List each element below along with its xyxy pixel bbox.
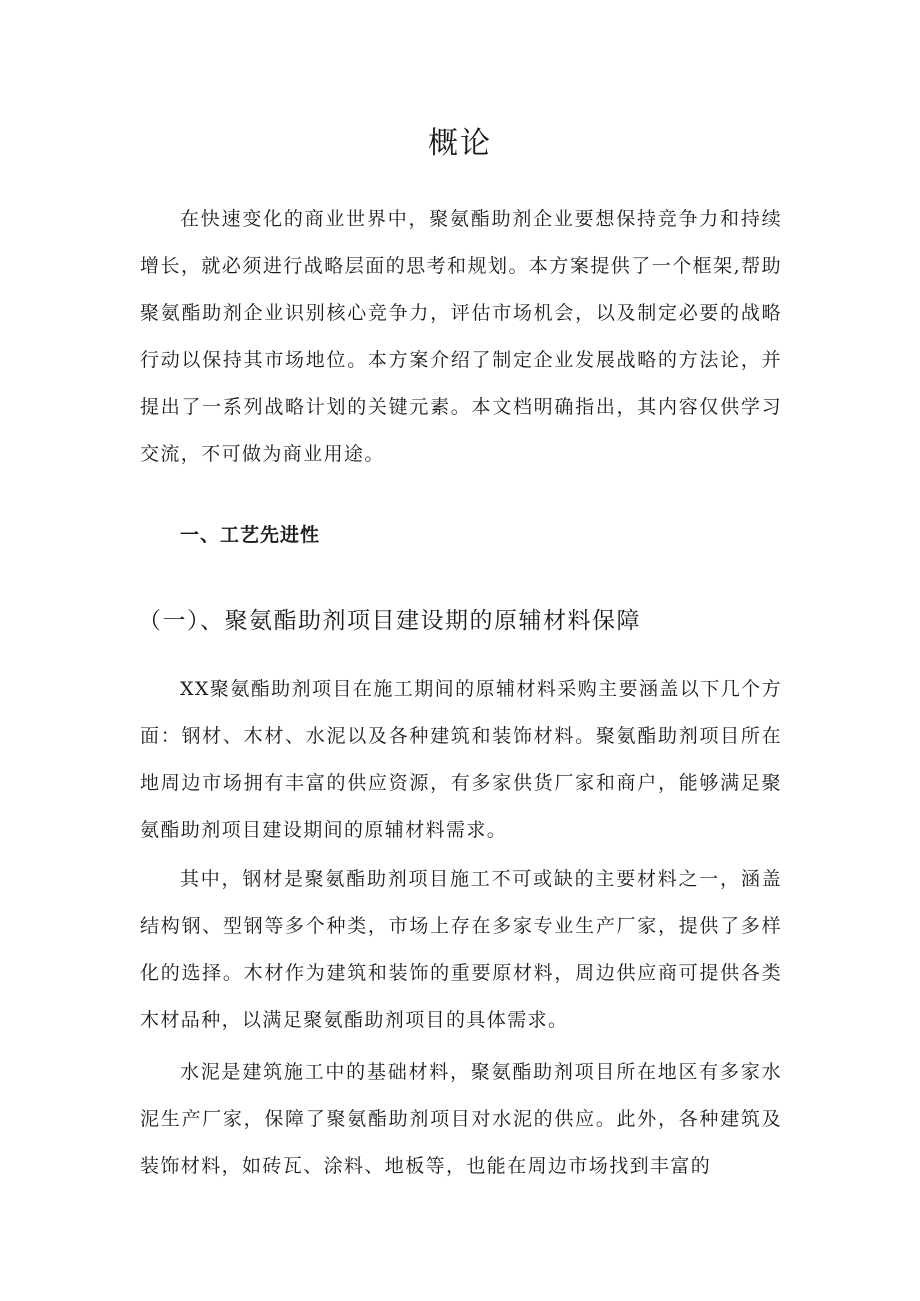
body-paragraph: XX聚氨酯助剂项目在施工期间的原辅材料采购主要涵盖以下几个方面：钢材、木材、水泥以及各种建筑和装饰材料。聚氨酯助剂项目所在地周边市场拥有丰富的供应资源，有多家供货厂家和商户，能够满足聚氨酯助剂项目建设期间的原辅材料需求。 <box>140 678 782 841</box>
intro-paragraph: 在快速变化的商业世界中，聚氨酯助剂企业要想保持竞争力和持续增长，就必须进行战略层面的思考和规划。本方案提供了一个框架,帮助聚氨酯助剂企业识别核心竞争力，评估市场机会，以及制定必要的战略行动以保持其市场地位。本方案介绍了制定企业发展战略的方法论，并提出了一系列战略计划的关键元素。本文档明确指出，其内容仅供学习交流，不可做为商业用途。 <box>140 208 782 465</box>
subsection-heading: （一）、聚氨酯助剂项目建设期的原辅材料保障 <box>138 608 641 634</box>
body-paragraph: 水泥是建筑施工中的基础材料，聚氨酯助剂项目所在地区有多家水泥生产厂家，保障了聚氨酯助剂项目对水泥的供应。此外，各种建筑及装饰材料，如砖瓦、涂料、地板等，也能在周边市场找到丰富的 <box>140 1061 782 1177</box>
section-heading: 一、工艺先进性 <box>180 524 321 546</box>
body-paragraph: 其中，钢材是聚氨酯助剂项目施工不可或缺的主要材料之一，涵盖结构钢、型钢等多个种类，市场上存在多家专业生产厂家，提供了多样化的选择。木材作为建筑和装饰的重要原材料，周边供应商可提供各类木材品种，以满足聚氨酯助剂项目的具体需求。 <box>140 868 782 1031</box>
page-title: 概论 <box>428 126 492 161</box>
